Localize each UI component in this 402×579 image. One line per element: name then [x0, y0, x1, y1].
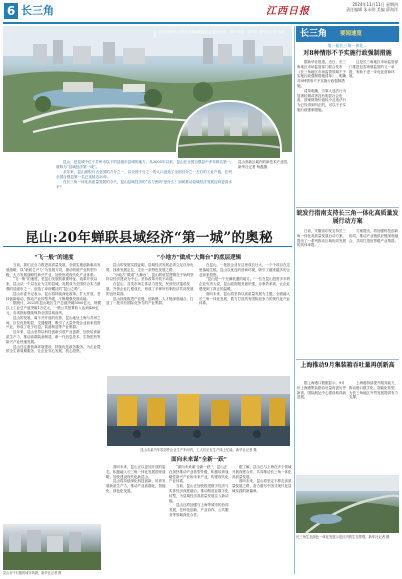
article-headline: 昆山:20年蝉联县域经济“第一城”的奥秘 [25, 230, 273, 246]
story1-paragraph: 清单明确，当事人违法行为显著轻微或者没有明显社会危害，涉案财物价值较小且违法行为已经得到纠正的，可以不予实施行政强制措施。 [297, 88, 346, 112]
col1-paragraph: 近年来，昆山坚持以科技创新引领产业创新，加快培育新质生产力，推动高端装备制造、新一代信息技术、生物医药等新兴产业快速发展。 [6, 330, 101, 344]
article-column-1 [6, 263, 102, 521]
sidebar-rule [296, 207, 399, 208]
aerial-photo-scene [296, 475, 399, 533]
factory-photo-scene [107, 376, 290, 446]
article-column-6 [232, 465, 292, 573]
sidebar-story-3-col-a [297, 381, 347, 471]
story1-paragraph: 这是长三角地区市场监管部门推进包容审慎监管的又一举措，有助于进一步优化营商环境。 [349, 60, 398, 79]
town-photo-scene [3, 524, 101, 570]
sidebar-story-2-col-a [297, 229, 347, 357]
col3-paragraph: “昆山是一个充满机遇的地方。”一位在昆山投资多年的企业负责人说，昆山政府服务意识强，办事效率高，让企业感受到了真正的温暖。 [199, 277, 291, 291]
masthead-logo: 江西日报 [266, 6, 310, 17]
aerial-photo [296, 475, 399, 533]
sidebar-story-3-col-b [349, 381, 399, 471]
sidebar-story-1-col-b [349, 60, 399, 205]
subhead-speed: “飞一般”的速度 [34, 255, 74, 261]
col2-paragraph: “小地方”做成“大舞台”，昆山的底层逻辑在于始终坚持以经济建设为中心，坚持改革开放不动摇。 [106, 272, 194, 282]
sidebar-story-1-title: 对8种情形不予实施行政强制措施 [303, 50, 392, 57]
story2-paragraph: 日前，安徽省印发支持长三角一体化高质量发展行动方案，提出了一系列推动区域协同发展的具体举措。 [297, 229, 346, 248]
date-line [336, 2, 398, 12]
sidebar-rule [296, 359, 399, 360]
article-column-4 [106, 465, 166, 573]
col1-paragraph: 昆山的发展，离不开开放的优势。昆山地处上海与苏州之间，区位优势明显，交通便捷，吸引了大量外资企业前来投资兴业，形成了电子信息、装备制造等产业集群。 [6, 315, 101, 330]
col1-paragraph: “飞一般”的速度，是昆山发展的重要特征。改革开放以来，昆山从一个以农业为主的县城，发展成为全国综合实力最强的县级市之一，创造了举世瞩目的“昆山之路”。 [6, 277, 101, 291]
col2-paragraph: 昆山的发展实践证明，县域经济发展必须立足自身优势，找准发展定位，走出一条特色发展之路。 [106, 263, 194, 272]
story3-paragraph: 上海港持续提升服务能力，推动港口数字化、智能化转型，为长三角地区外贸发展提供有力支撑。 [349, 381, 398, 400]
col4-paragraph: 面向未来，昆山正以更加开放的姿态，积极融入长三角一体化发展国家战略，加快建设现代化新昆山。 [106, 465, 166, 479]
article-column-5 [169, 465, 229, 573]
subhead-logic: “小地方”做成“大舞台”的底层逻辑 [156, 255, 242, 261]
story2-paragraph: 方案提出，将加强科技创新协同，推动产业链供应链深度融合，共同打造世界级产业集群。 [349, 229, 398, 243]
sidebar-divider [294, 26, 295, 574]
header-rule [3, 22, 399, 24]
aerial-photo-caption: 长三角生态绿色一体化发展示范区内的生态景观，新华社记者 摄 [296, 535, 390, 539]
section-title: 长三角 [21, 4, 54, 17]
sidebar-title: 长三角 [300, 29, 328, 39]
col4-paragraph: 昆山将持续深化科技创新，培育发展新质生产力，推动产业高端化、智能化、绿色化发展。 [106, 479, 166, 493]
page-header [0, 0, 402, 28]
article-column-2 [106, 263, 194, 373]
issue-date: 2024年11月11日 星期四 [352, 2, 398, 7]
sidebar-kicker: 第一届长三角一体化… [327, 43, 368, 48]
col1-paragraph: 昆山市委书记表示，昆山将持续深化改革，扩大开放，坚持创新驱动，推动产业转型升级，不断增强发展动能。 [6, 291, 101, 301]
col3-paragraph: 在昆山，一批批企业在这里成长壮大，一个个项目在这里落地生根。昆山以优良的营商环境，吸引了越来越多的企业前来投资。 [199, 263, 290, 277]
lead-paragraph-1: 昆山，是县城中位于苏州市以下的县级市县城的地方。从2005年以来，昆山在全国百强县中多年排名第一，被称为“县域经济第一城”。 [56, 160, 234, 169]
article-column-3 [199, 263, 291, 373]
col2-paragraph: 昆山持续推进产业链、创新链、人才链深度融合，打造了一批具有国际竞争力的产业集群。 [106, 296, 194, 306]
col5-paragraph: 昆山还将加强与上海等城市的协同发展，在科技创新、产业协作、公共服务等领域深化合作。 [169, 503, 229, 517]
editor-credit: 责任编辑 朱永明 美编 薛海洋 [346, 7, 398, 12]
sidebar-story-2-title: 皖发行指南支持长三角一体化高质量发展行动方案 [296, 210, 399, 225]
col2-paragraph: 在昆山，各类市场主体活力迸发，民营经济蓬勃发展，外资企业扎根成长，形成了多种所有制经济共同发展的良好局面。 [106, 282, 194, 296]
col1-paragraph: 昆山还注重营商环境建设，持续优化政务服务，为企业提供全生命周期服务，让企业安心发展、放心投资。 [6, 344, 101, 354]
page-number: 6 [4, 3, 18, 19]
lead-photo-caption: 昆山市张浦镇大市社区新鹿湖城景区的景观步道，图片来源：新华社 新华社记者 杨磊摄 [153, 30, 285, 38]
col6-paragraph: 面向未来，昆山将坚定不移走高质量发展之路，奋力谱写中国式现代化县域实践的新篇章。 [232, 479, 292, 493]
inset-photo-caption: 昆山高新区域内的新技术产业园，新华社记者 杨磊摄 [238, 160, 291, 169]
town-photo [3, 524, 101, 570]
story1-paragraph: 据新华社报道，近日，长三角地区市场监管部门联合发布《长三角地区市场监管领域不予实施行政强制措施清单》，明确对8种情形不予实施行政强制措施。 [297, 60, 346, 88]
col3-paragraph: 面向未来，昆山将坚持以高质量发展为主题，全面融入长三角一体化发展，着力打造具有国际竞争力的现代化产业体系。 [199, 291, 290, 306]
sidebar-story-2-col-b [349, 229, 399, 357]
lead-paragraph [56, 160, 234, 190]
col5-paragraph: “面向未来谋‘全新一跃’”，昆山正在加快推动产业转型升级，积极培育战略性新兴产业和未来产业，构建现代化产业体系。 [169, 465, 229, 484]
factory-photo-caption: 昆山市某汽车零部件企业生产车间内，工人们正在生产线上忙碌。新华社记者 摄 [140, 448, 257, 452]
town-photo-caption: 昆山市千灯镇的城市风貌，新华社记者 摄 [3, 571, 62, 575]
col6-paragraph: 据了解，昆山已与上海在多个领域开展深度合作，共同推动长三角一体化高质量发展。 [232, 465, 292, 479]
lead-paragraph-3: 在长三角一体化高质量发展的今天，昆山县域经济的“活力密码”是什么？如何推动县域经济发展迈向更高水平？ [56, 180, 232, 189]
lead-paragraph-2: 多年来，昆山面积仅占全国的万分之一，以全国千分之一的人口创造了全国百分之一左右的工业产值，位列全国百强县第一名已连续近20年。 [56, 170, 232, 179]
headline-rule [3, 246, 292, 247]
sidebar-story-1-col-a [297, 60, 347, 205]
subhead-future: 面向未来谋“全新一跃” [171, 457, 227, 463]
sidebar-subtitle: 要闻速览 [340, 31, 363, 37]
col5-paragraph: 当前，昆山正加快推进数字经济与实体经济深度融合，推动制造业数字化转型，为县域经济高质量发展注入新动能。 [169, 484, 229, 503]
col1-paragraph: 据统计，2023年昆山地区生产总值突破5000亿元，规模以上工业总产值突破1万亿元，一般公共预算收入达到430亿元，各项指标继续保持全国县域前列。 [6, 301, 101, 315]
col1-paragraph: 当前，我们正全力推进高质量发展，全面实施创新驱动发展战略，以“新质生产力”为发展方向，推动传统产业转型升级，大力发展战略性新兴产业，加快形成现代化产业体系。 [6, 263, 101, 277]
sidebar-story-3-title: 上海推动9月集装箱吞吐量再创新高 [300, 362, 395, 369]
story3-paragraph: 据上海港口数据显示，9月份上海港集装箱吞吐量再创历史新高，国际航运中心建设取得新进展。 [297, 381, 346, 400]
factory-photo [107, 376, 290, 446]
